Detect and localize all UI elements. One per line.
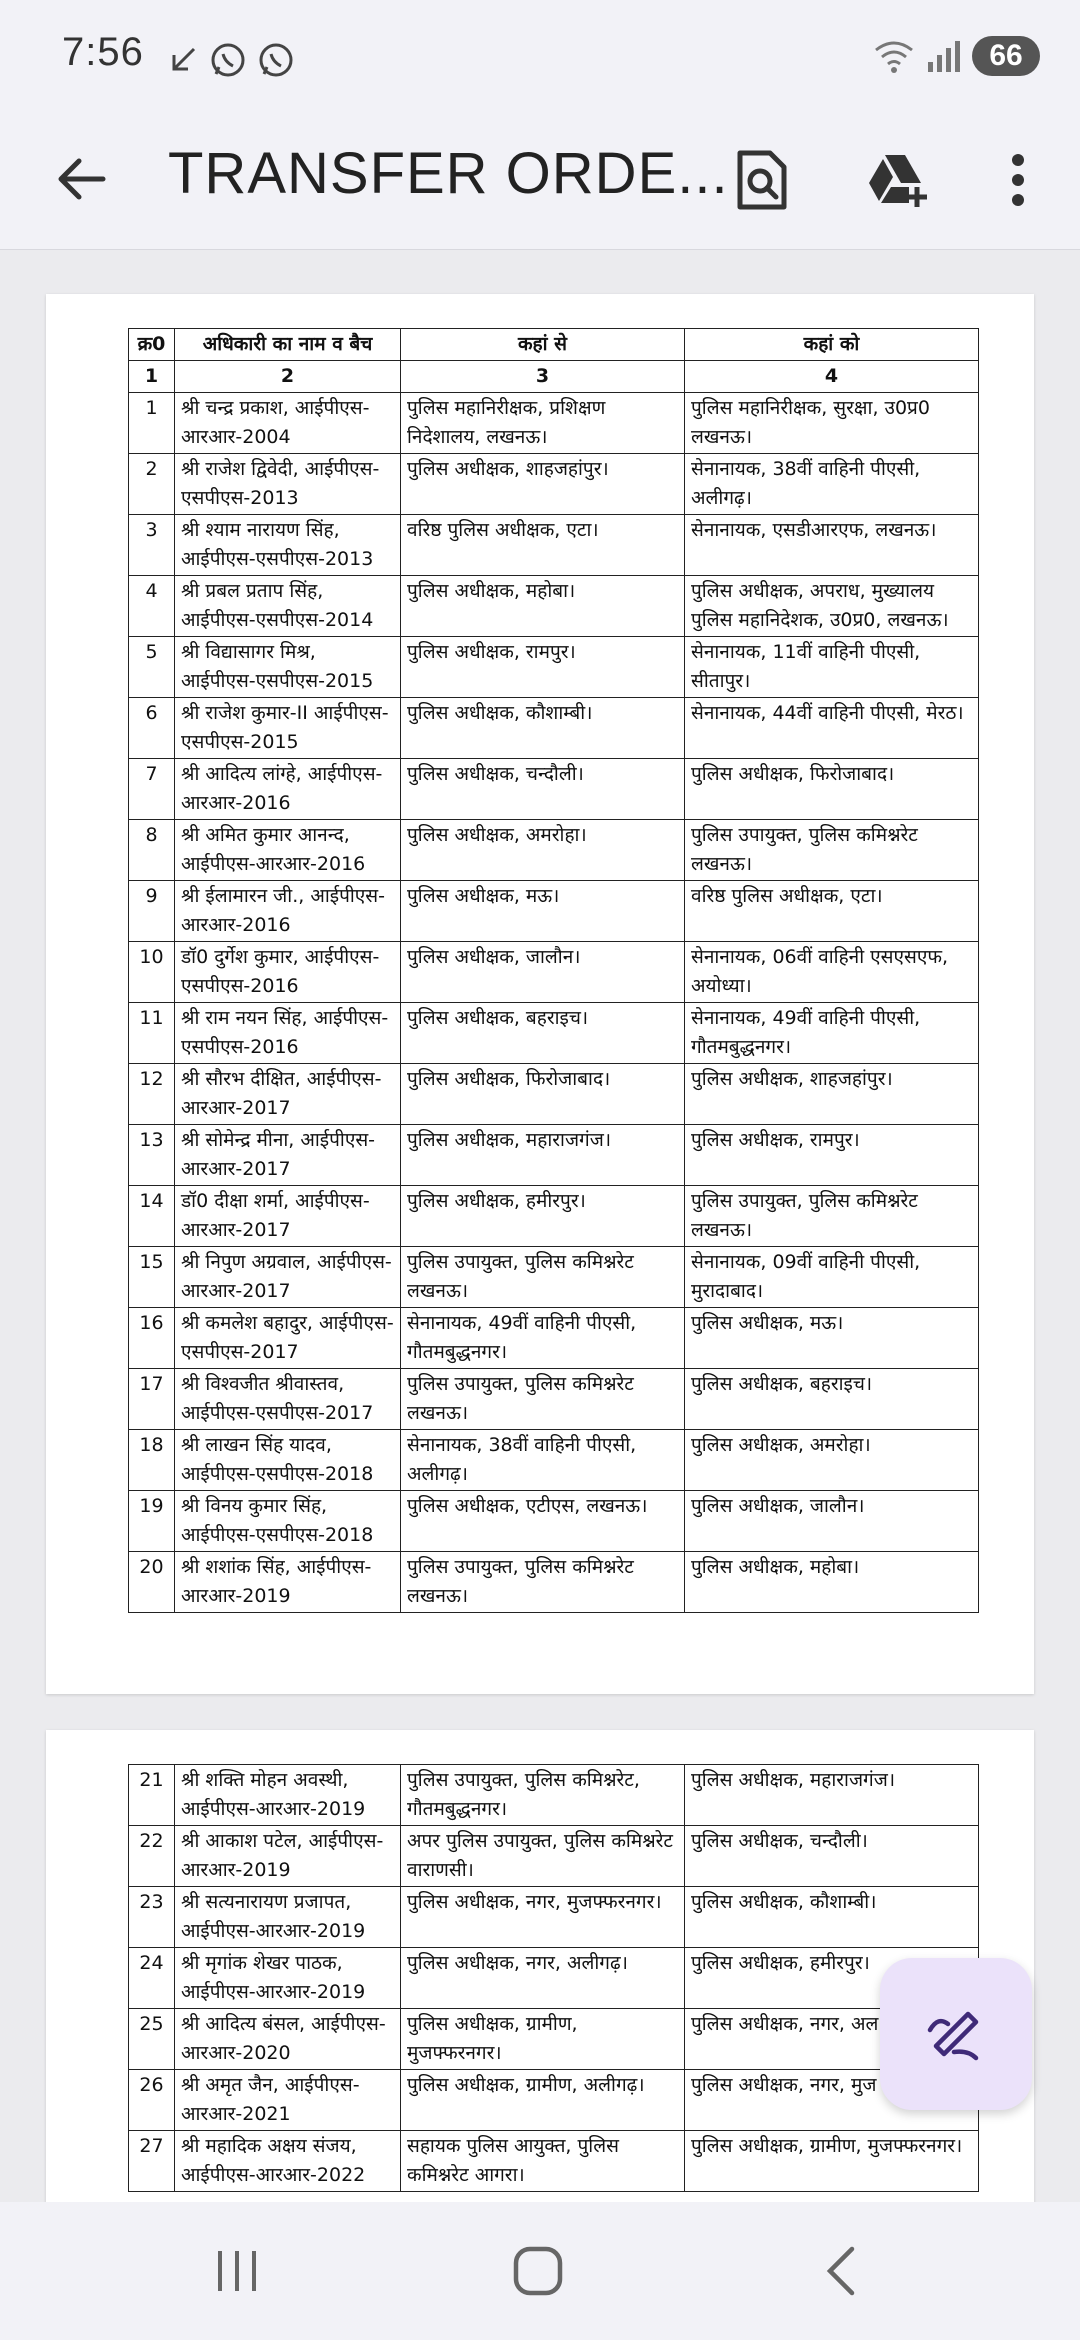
from-cell: पुलिस अधीक्षक, महाराजगंज। [401, 1125, 685, 1186]
from-cell: पुलिस उपायुक्त, पुलिस कमिश्नरेट लखनऊ। [401, 1552, 685, 1613]
app-bar [0, 110, 1080, 250]
column-index: 3 [401, 361, 685, 393]
wifi-icon [872, 38, 916, 74]
officer-cell: श्री विद्यासागर मिश्र, आईपीएस-एसपीएस-2015 [175, 637, 401, 698]
from-cell: पुलिस उपायुक्त, पुलिस कमिश्नरेट लखनऊ। [401, 1247, 685, 1308]
whatsapp-icon [256, 40, 296, 80]
from-cell: पुलिस अधीक्षक, नगर, अलीगढ़। [401, 1948, 685, 2009]
serial-cell: 7 [129, 759, 175, 820]
back-button[interactable] [46, 144, 116, 214]
arrow-left-icon [55, 157, 107, 201]
from-cell: पुलिस अधीक्षक, ग्रामीण, अलीगढ़। [401, 2070, 685, 2131]
officer-cell: श्री शशांक सिंह, आईपीएस-आरआर-2019 [175, 1552, 401, 1613]
officer-cell: श्री प्रबल प्रताप सिंह, आईपीएस-एसपीएस-2014 [175, 576, 401, 637]
to-cell: पुलिस अधीक्षक, मऊ। [685, 1308, 979, 1369]
from-cell: पुलिस अधीक्षक, एटीएस, लखनऊ। [401, 1491, 685, 1552]
serial-cell: 8 [129, 820, 175, 881]
from-cell: पुलिस अधीक्षक, बहराइच। [401, 1003, 685, 1064]
serial-cell: 18 [129, 1430, 175, 1491]
from-cell: पुलिस अधीक्षक, मऊ। [401, 881, 685, 942]
officer-cell: श्री विश्वजीत श्रीवास्तव, आईपीएस-एसपीएस-2017 [175, 1369, 401, 1430]
more-vert-icon [1008, 152, 1028, 208]
from-cell: पुलिस अधीक्षक, जालौन। [401, 942, 685, 1003]
serial-cell: 16 [129, 1308, 175, 1369]
column-header: क्र0 [129, 329, 175, 361]
to-cell: सेनानायक, 44वीं वाहिनी पीएसी, मेरठ। [685, 698, 979, 759]
table-row [129, 454, 979, 515]
from-cell: सेनानायक, 38वीं वाहिनी पीएसी, अलीगढ़। [401, 1430, 685, 1491]
column-index: 2 [175, 361, 401, 393]
whatsapp-icon [208, 40, 248, 80]
navigation-bar [0, 2202, 1080, 2340]
serial-cell: 5 [129, 637, 175, 698]
back-nav-button[interactable] [796, 2236, 886, 2306]
column-header: कहां से [401, 329, 685, 361]
serial-cell: 13 [129, 1125, 175, 1186]
table-row [129, 759, 979, 820]
serial-cell: 26 [129, 2070, 175, 2131]
from-cell: सेनानायक, 49वीं वाहिनी पीएसी, गौतमबुद्धनगर। [401, 1308, 685, 1369]
table-row [129, 1430, 979, 1491]
from-cell: सहायक पुलिस आयुक्त, पुलिस कमिश्नरेट आगरा। [401, 2131, 685, 2192]
transfer-table [128, 1764, 979, 2192]
to-cell: पुलिस अधीक्षक, महाराजगंज। [685, 1765, 979, 1826]
serial-cell: 6 [129, 698, 175, 759]
to-cell: पुलिस अधीक्षक, अमरोहा। [685, 1430, 979, 1491]
edit-fab[interactable] [880, 1958, 1032, 2110]
transfer-table [128, 328, 979, 1613]
from-cell: पुलिस अधीक्षक, ग्रामीण, मुजफ्फरनगर। [401, 2009, 685, 2070]
add-to-drive-button[interactable] [858, 140, 938, 220]
to-cell: सेनानायक, 38वीं वाहिनी पीएसी, अलीगढ़। [685, 454, 979, 515]
to-cell: सेनानायक, 11वीं वाहिनी पीएसी, सीतापुर। [685, 637, 979, 698]
table-row [129, 637, 979, 698]
serial-cell: 25 [129, 2009, 175, 2070]
from-cell: पुलिस अधीक्षक, अमरोहा। [401, 820, 685, 881]
document-search-icon [736, 149, 788, 211]
to-cell: सेनानायक, 49वीं वाहिनी पीएसी, गौतमबुद्धनगर। [685, 1003, 979, 1064]
serial-cell: 17 [129, 1369, 175, 1430]
officer-cell: श्री सोमेन्द्र मीना, आईपीएस-आरआर-2017 [175, 1125, 401, 1186]
officer-cell: श्री शक्ति मोहन अवस्थी, आईपीएस-आरआर-2019 [175, 1765, 401, 1826]
column-header: अधिकारी का नाम व बैच [175, 329, 401, 361]
to-cell: सेनानायक, एसडीआरएफ, लखनऊ। [685, 515, 979, 576]
notification-icons [166, 40, 296, 80]
serial-cell: 15 [129, 1247, 175, 1308]
to-cell: पुलिस अधीक्षक, शाहजहांपुर। [685, 1064, 979, 1125]
from-cell: पुलिस अधीक्षक, महोबा। [401, 576, 685, 637]
recent-apps-button[interactable] [192, 2236, 282, 2306]
officer-cell: श्री राजेश द्विवेदी, आईपीएस-एसपीएस-2013 [175, 454, 401, 515]
table-row [129, 1064, 979, 1125]
table-row [129, 1491, 979, 1552]
table-row [129, 515, 979, 576]
from-cell: पुलिस उपायुक्त, पुलिस कमिश्नरेट लखनऊ। [401, 1369, 685, 1430]
to-cell: सेनानायक, 06वीं वाहिनी एसएसएफ, अयोध्या। [685, 942, 979, 1003]
officer-cell: श्री लाखन सिंह यादव, आईपीएस-एसपीएस-2018 [175, 1430, 401, 1491]
to-cell: पुलिस अधीक्षक, ग्रामीण, मुजफ्फरनगर। [685, 2131, 979, 2192]
status-bar [0, 0, 1080, 110]
table-row [129, 1826, 979, 1887]
from-cell: पुलिस अधीक्षक, हमीरपुर। [401, 1186, 685, 1247]
officer-cell: श्री आदित्य लांग्हे, आईपीएस-आरआर-2016 [175, 759, 401, 820]
table-row [129, 2131, 979, 2192]
column-index: 1 [129, 361, 175, 393]
table-row [129, 1125, 979, 1186]
from-cell: पुलिस अधीक्षक, फिरोजाबाद। [401, 1064, 685, 1125]
serial-cell: 9 [129, 881, 175, 942]
table-row [129, 881, 979, 942]
officer-cell: श्री श्याम नारायण सिंह, आईपीएस-एसपीएस-2013 [175, 515, 401, 576]
serial-cell: 20 [129, 1552, 175, 1613]
table-index-row [129, 361, 979, 393]
to-cell: वरिष्ठ पुलिस अधीक्षक, एटा। [685, 881, 979, 942]
table-row [129, 698, 979, 759]
from-cell: पुलिस अधीक्षक, कौशाम्बी। [401, 698, 685, 759]
drive-add-icon [865, 151, 931, 209]
serial-cell: 19 [129, 1491, 175, 1552]
table-row [129, 1887, 979, 1948]
from-cell: पुलिस उपायुक्त, पुलिस कमिश्नरेट, गौतमबुद्धनगर। [401, 1765, 685, 1826]
signal-icon [926, 38, 962, 74]
to-cell: पुलिस अधीक्षक, महोबा। [685, 1552, 979, 1613]
serial-cell: 11 [129, 1003, 175, 1064]
from-cell: वरिष्ठ पुलिस अधीक्षक, एटा। [401, 515, 685, 576]
table-row [129, 820, 979, 881]
table-row [129, 1765, 979, 1826]
system-icons [872, 36, 1040, 76]
serial-cell: 4 [129, 576, 175, 637]
officer-cell: श्री सौरभ दीक्षित, आईपीएस-आरआर-2017 [175, 1064, 401, 1125]
document-search-button[interactable] [722, 140, 802, 220]
officer-cell: श्री आकाश पटेल, आईपीएस-आरआर-2019 [175, 1826, 401, 1887]
to-cell: पुलिस उपायुक्त, पुलिस कमिश्नरेट लखनऊ। [685, 1186, 979, 1247]
from-cell: पुलिस महानिरीक्षक, प्रशिक्षण निदेशालय, लखनऊ। [401, 393, 685, 454]
more-options-button[interactable] [978, 140, 1058, 220]
to-cell: पुलिस अधीक्षक, अपराध, मुख्यालय पुलिस महानिदेशक, उ0प्र0, लखनऊ। [685, 576, 979, 637]
officer-cell: डॉ0 दुर्गेश कुमार, आईपीएस-एसपीएस-2016 [175, 942, 401, 1003]
to-cell: सेनानायक, 09वीं वाहिनी पीएसी, मुरादाबाद। [685, 1247, 979, 1308]
table-row [129, 393, 979, 454]
table-row [129, 1308, 979, 1369]
table-row [129, 1948, 979, 2009]
from-cell: पुलिस अधीक्षक, रामपुर। [401, 637, 685, 698]
table-row [129, 2009, 979, 2070]
serial-cell: 10 [129, 942, 175, 1003]
officer-cell: श्री राजेश कुमार-II आईपीएस-एसपीएस-2015 [175, 698, 401, 759]
from-cell: अपर पुलिस उपायुक्त, पुलिस कमिश्नरेट वाराणसी। [401, 1826, 685, 1887]
officer-cell: डॉ0 दीक्षा शर्मा, आईपीएस-आरआर-2017 [175, 1186, 401, 1247]
serial-cell: 3 [129, 515, 175, 576]
officer-cell: श्री कमलेश बहादुर, आईपीएस-एसपीएस-2017 [175, 1308, 401, 1369]
to-cell: पुलिस अधीक्षक, चन्दौली। [685, 1826, 979, 1887]
to-cell: पुलिस अधीक्षक, बहराइच। [685, 1369, 979, 1430]
table-row [129, 2070, 979, 2131]
column-header: कहां को [685, 329, 979, 361]
chevron-left-icon [824, 2245, 858, 2297]
to-cell: पुलिस अधीक्षक, हमीरपुर। [685, 1948, 979, 2009]
table-row [129, 1003, 979, 1064]
serial-cell: 27 [129, 2131, 175, 2192]
officer-cell: श्री ईलामारन जी., आईपीएस-आरआर-2016 [175, 881, 401, 942]
serial-cell: 1 [129, 393, 175, 454]
edit-pen-icon [924, 2002, 988, 2066]
officer-cell: श्री महादिक अक्षय संजय, आईपीएस-आरआर-2022 [175, 2131, 401, 2192]
officer-cell: श्री अमित कुमार आनन्द, आईपीएस-आरआर-2016 [175, 820, 401, 881]
officer-cell: श्री राम नयन सिंह, आईपीएस-एसपीएस-2016 [175, 1003, 401, 1064]
officer-cell: श्री निपुण अग्रवाल, आईपीएस-आरआर-2017 [175, 1247, 401, 1308]
document-title: TRANSFER ORDE... [168, 141, 729, 206]
home-button[interactable] [493, 2236, 583, 2306]
to-cell: पुलिस अधीक्षक, जालौन। [685, 1491, 979, 1552]
to-cell: पुलिस अधीक्षक, नगर, अल [685, 2009, 979, 2070]
officer-cell: श्री अमृत जैन, आईपीएस-आरआर-2021 [175, 2070, 401, 2131]
to-cell: पुलिस उपायुक्त, पुलिस कमिश्नरेट लखनऊ। [685, 820, 979, 881]
table-row [129, 576, 979, 637]
to-cell: पुलिस अधीक्षक, नगर, मुज [685, 2070, 979, 2131]
to-cell: पुलिस अधीक्षक, कौशाम्बी। [685, 1887, 979, 1948]
serial-cell: 12 [129, 1064, 175, 1125]
table-row [129, 942, 979, 1003]
to-cell: पुलिस अधीक्षक, फिरोजाबाद। [685, 759, 979, 820]
officer-cell: श्री सत्यनारायण प्रजापत, आईपीएस-आरआर-2019 [175, 1887, 401, 1948]
officer-cell: श्री विनय कुमार सिंह, आईपीएस-एसपीएस-2018 [175, 1491, 401, 1552]
serial-cell: 2 [129, 454, 175, 515]
table-row [129, 1369, 979, 1430]
column-index: 4 [685, 361, 979, 393]
serial-cell: 21 [129, 1765, 175, 1826]
battery-indicator: 66 [972, 36, 1040, 76]
serial-cell: 14 [129, 1186, 175, 1247]
officer-cell: श्री चन्द्र प्रकाश, आईपीएस-आरआर-2004 [175, 393, 401, 454]
status-time: 7:56 [62, 30, 144, 74]
home-icon [512, 2245, 564, 2297]
from-cell: पुलिस अधीक्षक, नगर, मुजफ्फरनगर। [401, 1887, 685, 1948]
missed-call-icon [166, 43, 200, 77]
document-page [46, 294, 1034, 1694]
to-cell: पुलिस अधीक्षक, रामपुर। [685, 1125, 979, 1186]
table-row [129, 1552, 979, 1613]
from-cell: पुलिस अधीक्षक, शाहजहांपुर। [401, 454, 685, 515]
officer-cell: श्री मृगांक शेखर पाठक, आईपीएस-आरआर-2019 [175, 1948, 401, 2009]
serial-cell: 24 [129, 1948, 175, 2009]
table-row [129, 1186, 979, 1247]
to-cell: पुलिस महानिरीक्षक, सुरक्षा, उ0प्र0 लखनऊ। [685, 393, 979, 454]
serial-cell: 23 [129, 1887, 175, 1948]
table-header-row [129, 329, 979, 361]
officer-cell: श्री आदित्य बंसल, आईपीएस-आरआर-2020 [175, 2009, 401, 2070]
recent-apps-icon [214, 2249, 260, 2293]
from-cell: पुलिस अधीक्षक, चन्दौली। [401, 759, 685, 820]
serial-cell: 22 [129, 1826, 175, 1887]
table-row [129, 1247, 979, 1308]
